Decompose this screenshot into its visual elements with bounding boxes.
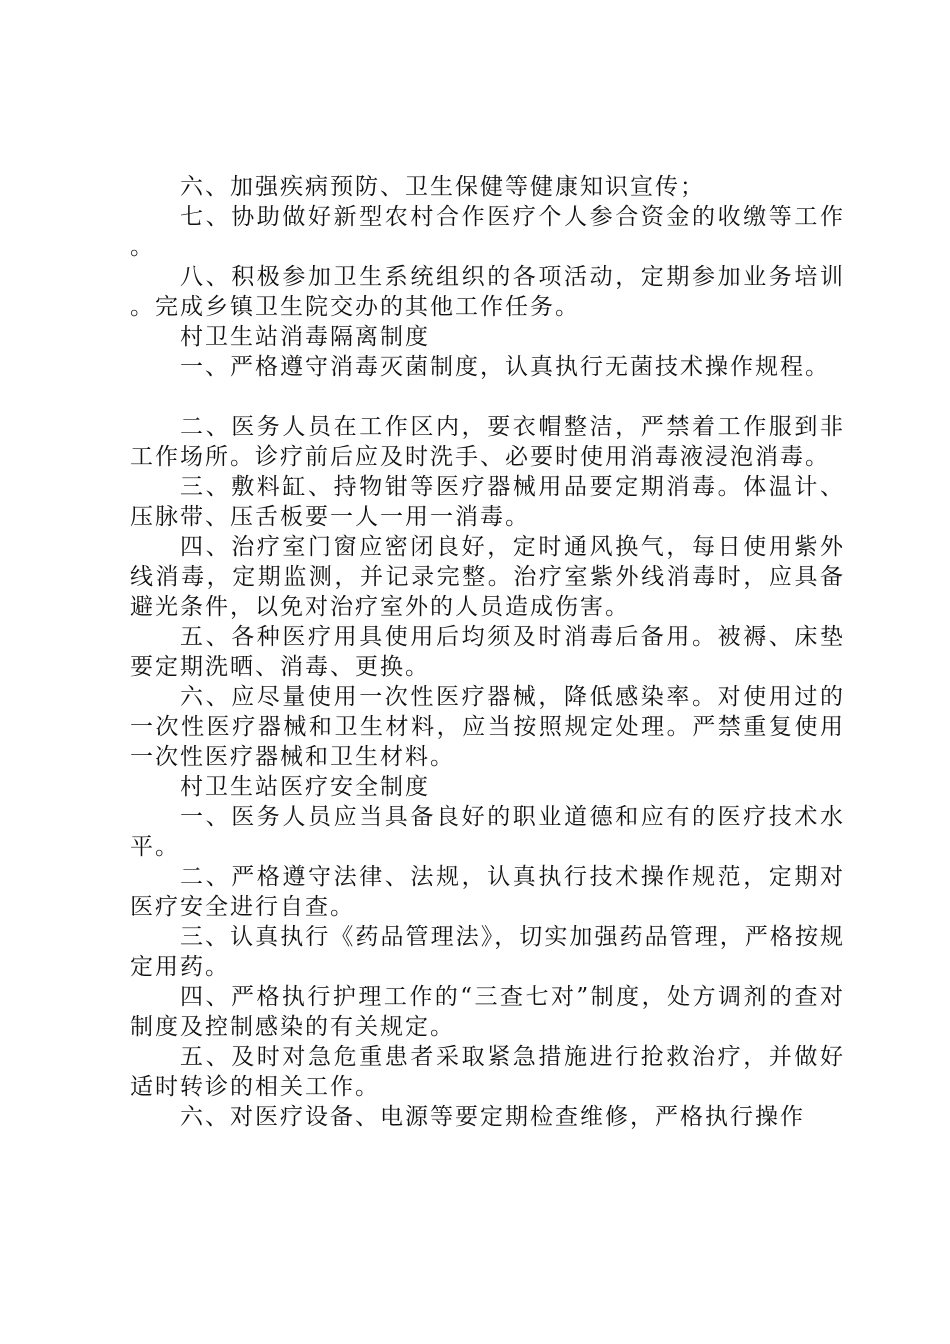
safety-item-2: 二、严格遵守法律、法规，认真执行技术操作规范，定期对医疗安全进行自查。 <box>130 864 845 920</box>
duty-item-7: 七、协助做好新型农村合作医疗个人参合资金的收缴等工作。 <box>130 204 845 260</box>
disinfection-item-3: 三、敷料缸、持物钳等医疗器械用品要定期消毒。体温计、压脉带、压舌板要一人一用一消毒。 <box>130 474 845 530</box>
disinfection-item-2: 二、医务人员在工作区内，要衣帽整洁，严禁着工作服到非工作场所。诊疗前后应及时洗手、必要时使用消毒液浸泡消毒。 <box>130 414 845 470</box>
safety-item-4: 四、严格执行护理工作的“三查七对”制度，处方调剂的查对制度及控制感染的有关规定。 <box>130 984 845 1040</box>
duty-item-6: 六、加强疾病预防、卫生保健等健康知识宣传； <box>180 174 705 200</box>
safety-item-5: 五、及时对急危重患者采取紧急措施进行抢救治疗，并做好适时转诊的相关工作。 <box>130 1044 845 1100</box>
safety-item-3: 三、认真执行《药品管理法》，切实加强药品管理，严格按规定用药。 <box>130 924 845 980</box>
safety-item-1: 一、医务人员应当具备良好的职业道德和应有的医疗技术水平。 <box>130 804 845 860</box>
document-body <box>130 172 845 1132</box>
disinfection-item-6: 六、应尽量使用一次性医疗器械，降低感染率。对使用过的一次性医疗器械和卫生材料，应当按照规定处理。严禁重复使用一次性医疗器械和卫生材料。 <box>130 684 845 770</box>
disinfection-item-4: 四、治疗室门窗应密闭良好，定时通风换气，每日使用紫外线消毒，定期监测，并记录完整。治疗室紫外线消毒时，应具备避光条件，以免对治疗室外的人员造成伤害。 <box>130 534 845 620</box>
blank-line <box>130 382 845 412</box>
duty-item-8: 八、积极参加卫生系统组织的各项活动，定期参加业务培训。完成乡镇卫生院交办的其他工作任务。 <box>130 264 845 320</box>
safety-item-6: 六、对医疗设备、电源等要定期检查维修，严格执行操作 <box>180 1104 805 1130</box>
disinfection-title: 村卫生站消毒隔离制度 <box>180 324 430 350</box>
disinfection-item-1: 一、严格遵守消毒灭菌制度，认真执行无菌技术操作规程。 <box>180 354 830 380</box>
disinfection-item-5: 五、各种医疗用具使用后均须及时消毒后备用。被褥、床垫要定期洗晒、消毒、更换。 <box>130 624 845 680</box>
safety-title: 村卫生站医疗安全制度 <box>180 774 430 800</box>
